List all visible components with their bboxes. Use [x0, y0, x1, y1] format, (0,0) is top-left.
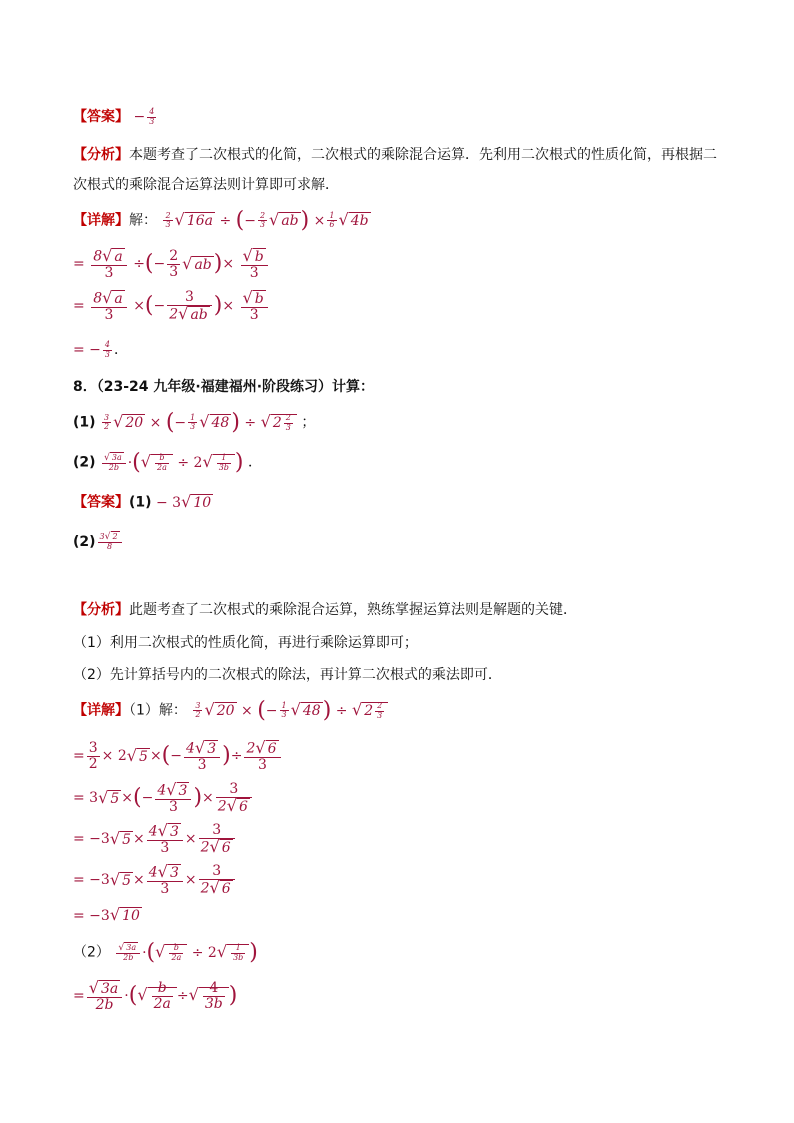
analysis-8-line-1: 【分析】此题考查了二次根式的乘除混合运算，熟练掌握运算法则是解题的关键．	[73, 602, 577, 618]
problem-8-header: 8．（23-24 九年级·福建福州·阶段练习）计算：	[73, 379, 375, 395]
detail-7-line-2: = $\frac{8√ a}{3}$ ÷(− $\frac{2}{3}$ √ ab)× $\frac{√ b}{3}$	[73, 248, 734, 281]
detail-8-line-1: 【详解】（1）解： $\frac{3}{2}$ √ 20 × (− $\frac{1}{3}$ √ 48) ÷ √ 2 $\frac{2}{3}$	[73, 700, 734, 721]
analysis-8-line-2: （1）利用二次根式的性质化简，再进行乘除运算即可；	[73, 635, 418, 651]
answer-8-line-2: (2) $\frac{3√ 2}{8}$	[73, 532, 734, 552]
detail-8-line-5: = −3√ 5 × $\frac{4√ 3}{3}$ × $\frac{3}{2√ 6}$	[73, 864, 734, 897]
answer-7-line	[73, 107, 734, 127]
detail-8-part-2-line-2: = $\frac{√ 3a}{2b}$ ·(√ $\frac{b}{2a}$ ÷√ $\frac{4}{3b}$ )	[73, 978, 238, 1013]
analysis-7-line-2: 次根式的乘除混合运算法则计算即可求解．	[73, 177, 339, 193]
detail-8-line-3: = 3√ 5 ×(− $\frac{4√ 3}{3}$ )× $\frac{3}{2√ 6}$	[73, 782, 734, 815]
detail-7-result: = − $\frac{4}{3}$ ．	[73, 340, 129, 359]
detail-7-expression-1: $\frac{2}{3}$ √ 16a ÷ (− $\frac{2}{3}$ √ ab) × $\frac{1}{6}$ √ 4b	[165, 207, 369, 233]
problem-8-part-2: (2) $\frac{√ 3a}{2b}$ ·(√ $\frac{b}{2a}$ ÷ 2√ $\frac{1}{3b}$ ) ．	[73, 449, 262, 475]
answer-8-line-1: 【答案】(1) − 3√ 10	[73, 492, 212, 511]
detail-7-line-1: 【详解】解： $\frac{2}{3}$ √ 16a ÷ (− $\frac{2}{3}$ √ ab) × $\frac{1}{6}$ √ 4b	[73, 207, 369, 233]
detail-7-line-3: = $\frac{8√ a}{3}$ ×(− $\frac{3}{2√ ab}$ )× $\frac{√ b}{3}$	[73, 290, 734, 323]
answer-7-value: − $\frac{4}{3}$	[133, 107, 155, 126]
answer-tag: 【答案】	[73, 494, 129, 511]
analysis-tag: 【分析】	[73, 602, 129, 618]
detail-8-part-1-result: = −3√ 10	[73, 905, 140, 924]
detail-8-line-4: = −3√ 5 × $\frac{4√ 3}{3}$ × $\frac{3}{2√ 6}$	[73, 823, 734, 856]
detail-8-line-2: = $\frac{3}{2}$ × 2√ 5 ×(− $\frac{4√ 3}{3}$ )÷ $\frac{2√ 6}{3}$	[73, 740, 734, 773]
answer-8-part-1: − 3√ 10	[156, 492, 212, 511]
detail-tag: 【详解】	[73, 212, 129, 229]
analysis-7-line-1: 【分析】本题考查了二次根式的化简，二次根式的乘除混合运算．先利用二次根式的性质化简，再根据二	[73, 147, 717, 163]
answer-tag: 【答案】	[73, 109, 129, 125]
detail-8-part-2-line-1: （2） $\frac{√ 3a}{2b}$ ·(√ $\frac{b}{2a}$ ÷ 2√ $\frac{1}{3b}$ )	[73, 939, 258, 965]
analysis-tag: 【分析】	[73, 147, 129, 163]
analysis-8-line-3: （2）先计算括号内的二次根式的除法，再计算二次根式的乘法即可．	[73, 667, 502, 683]
detail-tag: 【详解】	[73, 702, 129, 719]
problem-8-part-1: (1) $\frac{3}{2}$ √ 20 × (− $\frac{1}{3}$ √ 48) ÷ √ 2 $\frac{2}{3}$ ；	[73, 409, 316, 435]
